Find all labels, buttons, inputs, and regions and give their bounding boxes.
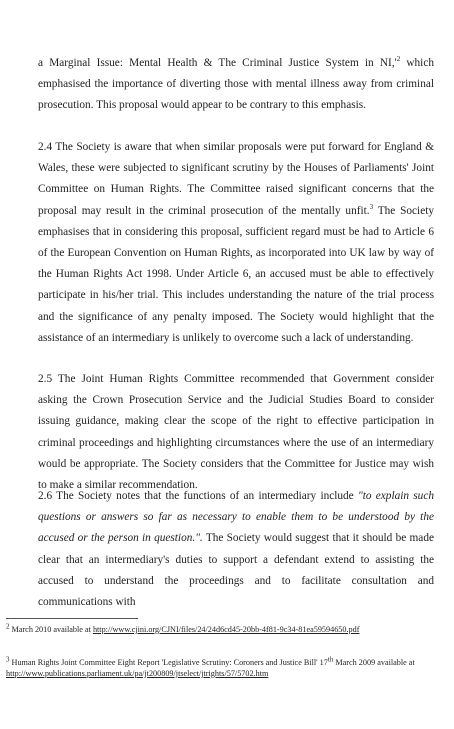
paragraph-text: The Society emphasises that in considering this proposal, sufficient regard must be had to Article 6 of the European Convention on Human Rights, as incorporated into UK law by way of the Human Rights Act 1998. Under Article 6, an accused must be able to effectively participate in his/her trial. This includes understanding the nature of the trial process and the significance of any penalty imposed. The Society would highlight that the assistance of an intermediary is unlikely to overcome such a lack of understanding. [38,204,434,344]
paragraph-text: which emphasised the importance of diverting those with mental illness away from criminal prosecution. This proposal would appear to be contrary to this emphasis. [38,57,434,112]
paragraph-text: 2.4 The Society is aware that when similar proposals were put forward for England & Wales, these were subjected to significant scrutiny by the Houses of Parliaments' Joint Committee on Human Rights. The Committee raised significant concerns that the proposal may result in the criminal prosecution of the mentally unfit. [38,141,434,217]
paragraph-continuation [38,53,434,117]
footnote-text: March 2009 available at [333,658,415,667]
footnote-3 [6,655,446,679]
paragraph-2-5 [38,369,434,496]
quoted-function-text: "to explain such questions or answers so far as necessary to enable them to be understood by the accused or the person in question.". [38,490,434,545]
footnote-2 [6,622,446,636]
paragraph-2-4 [38,137,434,349]
footnote-ref-3[interactable]: 3 [369,202,374,211]
footnote-3-link[interactable]: http://www.publications.parliament.uk/pa/jt200809/jtselect/jtrights/57/5702.htm [6,668,269,678]
footnote-number: 3 [6,655,10,664]
ordinal-suffix: th [327,655,334,664]
footnote-text: Human Rights Joint Committee Eight Report 'Legislative Scrutiny: Coroners and Justice Bill' 17 [9,658,328,667]
footnote-separator [6,618,138,619]
footnote-number: 2 [6,622,10,631]
paragraph-text: a Marginal Issue: Mental Health & The Criminal Justice System in NI,' [38,57,397,69]
paragraph-text: The Society would suggest that it should be made clear that an intermediary's duties to support a defendant extend to assisting the accused to understand the proceedings and to facilitate consultation and communications with [38,532,434,609]
footnote-ref-2[interactable]: 2 [396,55,401,64]
paragraph-text: 2.6 The Society notes that the functions of an intermediary include [38,490,358,502]
footnote-text: March 2010 available at [9,625,93,634]
paragraph-2-6 [38,486,434,613]
paragraph-text: 2.5 The Joint Human Rights Committee recommended that Government consider asking the Crown Prosecution Service and the Judicial Studies Board to consider issuing guidance, making clear the scope of the right to effective participation in criminal proceedings and highlighting circumstances where the use of an intermediary would be appropriate. The Society considers that the Committee for Justice may wish to make a similar recommendation. [38,373,434,492]
footnote-2-link[interactable]: http://www.cjini.org/CJNI/files/24/24d6cd45-20bb-4f81-9c34-81ea59594650.pdf [92,625,360,634]
